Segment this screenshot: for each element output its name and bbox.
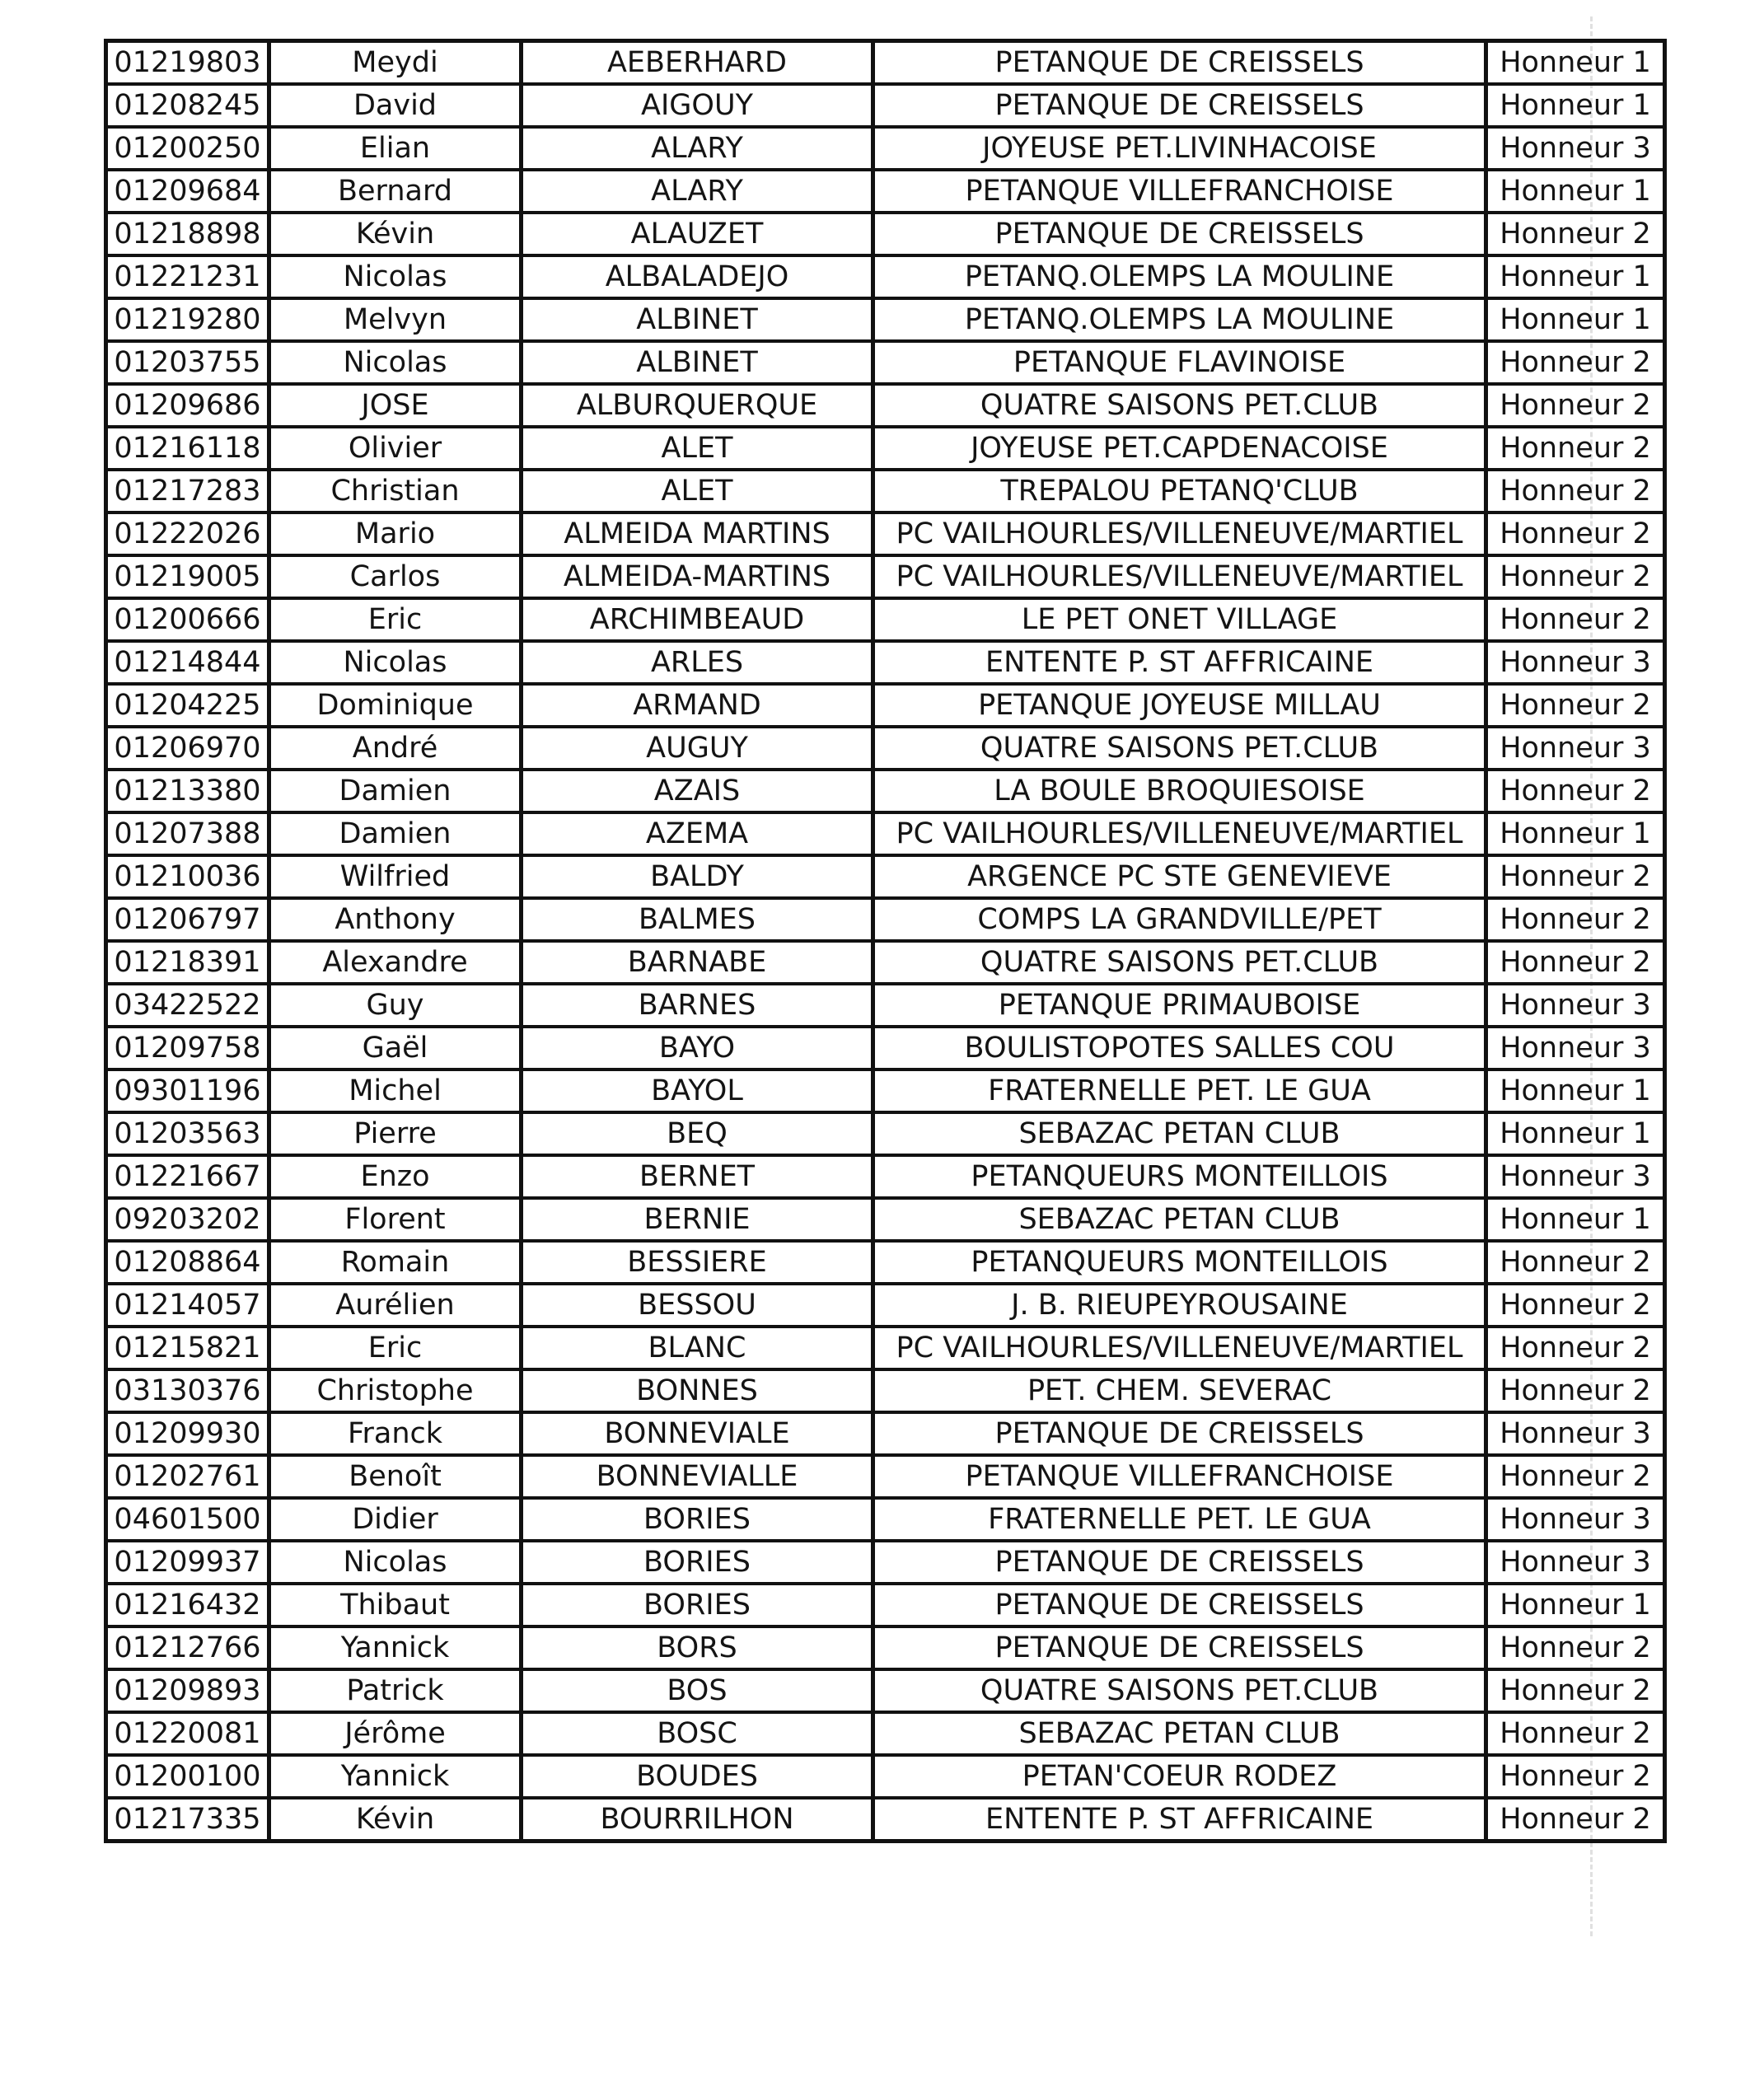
table-row	[106, 1027, 1665, 1069]
club-cell: PETAN'COEUR RODEZ	[873, 1755, 1486, 1798]
club-cell: PETANQUE PRIMAUBOISE	[873, 984, 1486, 1027]
table-row	[106, 641, 1665, 684]
table-row	[106, 1669, 1665, 1712]
licence-number-cell: 01209930	[106, 1412, 269, 1455]
licence-number-cell: 01210036	[106, 855, 269, 898]
division-cell: Honneur 3	[1486, 1027, 1665, 1069]
division-cell: Honneur 2	[1486, 341, 1665, 384]
first-name-cell: Aurélien	[269, 1284, 522, 1327]
club-cell: ENTENTE P. ST AFFRICAINE	[873, 641, 1486, 684]
table-row	[106, 341, 1665, 384]
licence-number-cell: 01209686	[106, 384, 269, 427]
table-row	[106, 770, 1665, 812]
first-name-cell: Nicolas	[269, 1541, 522, 1584]
licence-number-cell: 03422522	[106, 984, 269, 1027]
division-cell: Honneur 2	[1486, 555, 1665, 598]
table-row	[106, 1069, 1665, 1112]
first-name-cell: Benoît	[269, 1455, 522, 1498]
first-name-cell: Anthony	[269, 898, 522, 941]
first-name-cell: Jérôme	[269, 1712, 522, 1755]
last-name-cell: BOSC	[522, 1712, 873, 1755]
licence-number-cell: 01214844	[106, 641, 269, 684]
table-row	[106, 512, 1665, 555]
last-name-cell: BLANC	[522, 1327, 873, 1369]
last-name-cell: ARLES	[522, 641, 873, 684]
first-name-cell: Olivier	[269, 427, 522, 470]
first-name-cell: Bernard	[269, 170, 522, 213]
licence-number-cell: 01219280	[106, 298, 269, 341]
division-cell: Honneur 2	[1486, 1327, 1665, 1369]
table-row	[106, 1412, 1665, 1455]
licence-number-cell: 01214057	[106, 1284, 269, 1327]
table-row	[106, 255, 1665, 298]
licence-number-cell: 01222026	[106, 512, 269, 555]
table-row	[106, 427, 1665, 470]
division-cell: Honneur 2	[1486, 1241, 1665, 1284]
last-name-cell: ALBINET	[522, 298, 873, 341]
last-name-cell: AZAIS	[522, 770, 873, 812]
last-name-cell: BERNET	[522, 1155, 873, 1198]
table-row	[106, 1498, 1665, 1541]
licence-number-cell: 01203563	[106, 1112, 269, 1155]
table-row	[106, 1369, 1665, 1412]
division-cell: Honneur 2	[1486, 770, 1665, 812]
division-cell: Honneur 2	[1486, 427, 1665, 470]
division-cell: Honneur 2	[1486, 1798, 1665, 1842]
first-name-cell: Christian	[269, 470, 522, 512]
division-cell: Honneur 2	[1486, 941, 1665, 984]
last-name-cell: BOURRILHON	[522, 1798, 873, 1842]
first-name-cell: David	[269, 84, 522, 127]
last-name-cell: BESSIERE	[522, 1241, 873, 1284]
last-name-cell: AIGOUY	[522, 84, 873, 127]
first-name-cell: Nicolas	[269, 255, 522, 298]
last-name-cell: BAYO	[522, 1027, 873, 1069]
table-row	[106, 941, 1665, 984]
first-name-cell: Romain	[269, 1241, 522, 1284]
club-cell: COMPS LA GRANDVILLE/PET	[873, 898, 1486, 941]
first-name-cell: Nicolas	[269, 341, 522, 384]
club-cell: JOYEUSE PET.LIVINHACOISE	[873, 127, 1486, 170]
division-cell: Honneur 1	[1486, 170, 1665, 213]
first-name-cell: Meydi	[269, 41, 522, 85]
table-row	[106, 984, 1665, 1027]
division-cell: Honneur 2	[1486, 898, 1665, 941]
division-cell: Honneur 1	[1486, 1584, 1665, 1626]
licence-number-cell: 01221667	[106, 1155, 269, 1198]
last-name-cell: BORIES	[522, 1541, 873, 1584]
licence-number-cell: 01209937	[106, 1541, 269, 1584]
licence-number-cell: 01207388	[106, 812, 269, 855]
division-cell: Honneur 1	[1486, 1198, 1665, 1241]
last-name-cell: BOUDES	[522, 1755, 873, 1798]
first-name-cell: Franck	[269, 1412, 522, 1455]
licence-number-cell: 01219803	[106, 41, 269, 85]
club-cell: PETANQUE DE CREISSELS	[873, 1584, 1486, 1626]
first-name-cell: Alexandre	[269, 941, 522, 984]
first-name-cell: Christophe	[269, 1369, 522, 1412]
licence-number-cell: 01206797	[106, 898, 269, 941]
last-name-cell: BALMES	[522, 898, 873, 941]
licence-number-cell: 09301196	[106, 1069, 269, 1112]
division-cell: Honneur 3	[1486, 127, 1665, 170]
table-row	[106, 1284, 1665, 1327]
licence-number-cell: 09203202	[106, 1198, 269, 1241]
last-name-cell: BALDY	[522, 855, 873, 898]
first-name-cell: Dominique	[269, 684, 522, 727]
first-name-cell: Didier	[269, 1498, 522, 1541]
club-cell: PETANQUEURS MONTEILLOIS	[873, 1155, 1486, 1198]
table-row	[106, 1712, 1665, 1755]
division-cell: Honneur 1	[1486, 84, 1665, 127]
table-row	[106, 1541, 1665, 1584]
division-cell: Honneur 2	[1486, 213, 1665, 255]
club-cell: LA BOULE BROQUIESOISE	[873, 770, 1486, 812]
club-cell: PETANQUEURS MONTEILLOIS	[873, 1241, 1486, 1284]
table-row	[106, 1155, 1665, 1198]
last-name-cell: BONNES	[522, 1369, 873, 1412]
last-name-cell: BONNEVIALE	[522, 1412, 873, 1455]
club-cell: PETANQ.OLEMPS LA MOULINE	[873, 255, 1486, 298]
table-row	[106, 1198, 1665, 1241]
first-name-cell: Nicolas	[269, 641, 522, 684]
first-name-cell: JOSE	[269, 384, 522, 427]
club-cell: JOYEUSE PET.CAPDENACOISE	[873, 427, 1486, 470]
club-cell: QUATRE SAISONS PET.CLUB	[873, 384, 1486, 427]
division-cell: Honneur 2	[1486, 1626, 1665, 1669]
club-cell: PETANQUE VILLEFRANCHOISE	[873, 1455, 1486, 1498]
club-cell: TREPALOU PETANQ'CLUB	[873, 470, 1486, 512]
licence-number-cell: 01203755	[106, 341, 269, 384]
first-name-cell: Melvyn	[269, 298, 522, 341]
first-name-cell: Florent	[269, 1198, 522, 1241]
table-row	[106, 84, 1665, 127]
first-name-cell: Wilfried	[269, 855, 522, 898]
table-row	[106, 1798, 1665, 1842]
first-name-cell: Damien	[269, 770, 522, 812]
licence-number-cell: 01208864	[106, 1241, 269, 1284]
last-name-cell: ALBINET	[522, 341, 873, 384]
last-name-cell: ALMEIDA-MARTINS	[522, 555, 873, 598]
last-name-cell: ALARY	[522, 170, 873, 213]
club-cell: QUATRE SAISONS PET.CLUB	[873, 727, 1486, 770]
club-cell: PETANQUE JOYEUSE MILLAU	[873, 684, 1486, 727]
division-cell: Honneur 2	[1486, 855, 1665, 898]
licence-number-cell: 01217283	[106, 470, 269, 512]
table-row	[106, 213, 1665, 255]
club-cell: PETANQUE DE CREISSELS	[873, 41, 1486, 85]
last-name-cell: BORIES	[522, 1584, 873, 1626]
division-cell: Honneur 2	[1486, 1669, 1665, 1712]
first-name-cell: André	[269, 727, 522, 770]
last-name-cell: AUGUY	[522, 727, 873, 770]
table-row	[106, 898, 1665, 941]
licence-number-cell: 01220081	[106, 1712, 269, 1755]
division-cell: Honneur 2	[1486, 384, 1665, 427]
club-cell: PC VAILHOURLES/VILLENEUVE/MARTIEL	[873, 512, 1486, 555]
last-name-cell: ALET	[522, 470, 873, 512]
club-cell: PETANQUE VILLEFRANCHOISE	[873, 170, 1486, 213]
first-name-cell: Kévin	[269, 213, 522, 255]
first-name-cell: Elian	[269, 127, 522, 170]
division-cell: Honneur 3	[1486, 1155, 1665, 1198]
club-cell: PETANQUE DE CREISSELS	[873, 84, 1486, 127]
table-row	[106, 1755, 1665, 1798]
division-cell: Honneur 1	[1486, 298, 1665, 341]
club-cell: SEBAZAC PETAN CLUB	[873, 1198, 1486, 1241]
table-row	[106, 1626, 1665, 1669]
licence-number-cell: 01218391	[106, 941, 269, 984]
licence-number-cell: 01200100	[106, 1755, 269, 1798]
club-cell: PETANQUE DE CREISSELS	[873, 1626, 1486, 1669]
club-cell: FRATERNELLE PET. LE GUA	[873, 1069, 1486, 1112]
first-name-cell: Kévin	[269, 1798, 522, 1842]
first-name-cell: Guy	[269, 984, 522, 1027]
club-cell: PETANQUE DE CREISSELS	[873, 1412, 1486, 1455]
first-name-cell: Mario	[269, 512, 522, 555]
last-name-cell: BEQ	[522, 1112, 873, 1155]
licence-number-cell: 01215821	[106, 1327, 269, 1369]
division-cell: Honneur 1	[1486, 41, 1665, 85]
division-cell: Honneur 2	[1486, 512, 1665, 555]
last-name-cell: ALMEIDA MARTINS	[522, 512, 873, 555]
club-cell: BOULISTOPOTES SALLES COU	[873, 1027, 1486, 1069]
table-row	[106, 298, 1665, 341]
table-row	[106, 812, 1665, 855]
licence-number-cell: 01218898	[106, 213, 269, 255]
club-cell: QUATRE SAISONS PET.CLUB	[873, 1669, 1486, 1712]
table-row	[106, 727, 1665, 770]
club-cell: PETANQ.OLEMPS LA MOULINE	[873, 298, 1486, 341]
licence-number-cell: 03130376	[106, 1369, 269, 1412]
division-cell: Honneur 2	[1486, 1755, 1665, 1798]
table-row	[106, 855, 1665, 898]
club-cell: SEBAZAC PETAN CLUB	[873, 1712, 1486, 1755]
licence-number-cell: 01221231	[106, 255, 269, 298]
first-name-cell: Carlos	[269, 555, 522, 598]
licence-number-cell: 01217335	[106, 1798, 269, 1842]
division-cell: Honneur 3	[1486, 1498, 1665, 1541]
first-name-cell: Thibaut	[269, 1584, 522, 1626]
first-name-cell: Eric	[269, 598, 522, 641]
division-cell: Honneur 2	[1486, 470, 1665, 512]
table-row	[106, 1584, 1665, 1626]
first-name-cell: Yannick	[269, 1755, 522, 1798]
last-name-cell: BONNEVIALLE	[522, 1455, 873, 1498]
last-name-cell: BESSOU	[522, 1284, 873, 1327]
licence-number-cell: 01209758	[106, 1027, 269, 1069]
table-row	[106, 1112, 1665, 1155]
division-cell: Honneur 1	[1486, 255, 1665, 298]
table-row	[106, 41, 1665, 85]
licence-number-cell: 01216432	[106, 1584, 269, 1626]
last-name-cell: ALBURQUERQUE	[522, 384, 873, 427]
division-cell: Honneur 2	[1486, 1369, 1665, 1412]
division-cell: Honneur 3	[1486, 1412, 1665, 1455]
table-row	[106, 127, 1665, 170]
first-name-cell: Michel	[269, 1069, 522, 1112]
division-cell: Honneur 3	[1486, 1541, 1665, 1584]
first-name-cell: Patrick	[269, 1669, 522, 1712]
club-cell: PET. CHEM. SEVERAC	[873, 1369, 1486, 1412]
licence-number-cell: 01202761	[106, 1455, 269, 1498]
licence-number-cell: 01206970	[106, 727, 269, 770]
club-cell: SEBAZAC PETAN CLUB	[873, 1112, 1486, 1155]
club-cell: ENTENTE P. ST AFFRICAINE	[873, 1798, 1486, 1842]
club-cell: PC VAILHOURLES/VILLENEUVE/MARTIEL	[873, 812, 1486, 855]
club-cell: PETANQUE DE CREISSELS	[873, 1541, 1486, 1584]
division-cell: Honneur 3	[1486, 984, 1665, 1027]
table-row	[106, 1327, 1665, 1369]
first-name-cell: Yannick	[269, 1626, 522, 1669]
licence-number-cell: 01200666	[106, 598, 269, 641]
last-name-cell: ARMAND	[522, 684, 873, 727]
table-row	[106, 555, 1665, 598]
first-name-cell: Pierre	[269, 1112, 522, 1155]
division-cell: Honneur 3	[1486, 727, 1665, 770]
last-name-cell: BAYOL	[522, 1069, 873, 1112]
licence-number-cell: 01213380	[106, 770, 269, 812]
licence-number-cell: 01200250	[106, 127, 269, 170]
division-cell: Honneur 2	[1486, 1712, 1665, 1755]
table-row	[106, 1455, 1665, 1498]
last-name-cell: ALAUZET	[522, 213, 873, 255]
table-row	[106, 684, 1665, 727]
club-cell: LE PET ONET VILLAGE	[873, 598, 1486, 641]
club-cell: PC VAILHOURLES/VILLENEUVE/MARTIEL	[873, 1327, 1486, 1369]
division-cell: Honneur 2	[1486, 684, 1665, 727]
last-name-cell: BORIES	[522, 1498, 873, 1541]
licence-number-cell: 01212766	[106, 1626, 269, 1669]
last-name-cell: BARNABE	[522, 941, 873, 984]
club-cell: PETANQUE FLAVINOISE	[873, 341, 1486, 384]
last-name-cell: BORS	[522, 1626, 873, 1669]
table-row	[106, 470, 1665, 512]
division-cell: Honneur 3	[1486, 641, 1665, 684]
club-cell: PETANQUE DE CREISSELS	[873, 213, 1486, 255]
division-cell: Honneur 2	[1486, 1455, 1665, 1498]
table-row	[106, 384, 1665, 427]
last-name-cell: ALET	[522, 427, 873, 470]
table-row	[106, 170, 1665, 213]
player-table	[104, 39, 1667, 1843]
table-row	[106, 1241, 1665, 1284]
last-name-cell: ALARY	[522, 127, 873, 170]
last-name-cell: ALBALADEJO	[522, 255, 873, 298]
last-name-cell: BOS	[522, 1669, 873, 1712]
club-cell: J. B. RIEUPEYROUSAINE	[873, 1284, 1486, 1327]
last-name-cell: AZEMA	[522, 812, 873, 855]
first-name-cell: Damien	[269, 812, 522, 855]
division-cell: Honneur 1	[1486, 812, 1665, 855]
division-cell: Honneur 1	[1486, 1069, 1665, 1112]
club-cell: QUATRE SAISONS PET.CLUB	[873, 941, 1486, 984]
licence-number-cell: 01209684	[106, 170, 269, 213]
licence-number-cell: 01204225	[106, 684, 269, 727]
last-name-cell: ARCHIMBEAUD	[522, 598, 873, 641]
licence-number-cell: 01219005	[106, 555, 269, 598]
licence-number-cell: 04601500	[106, 1498, 269, 1541]
division-cell: Honneur 2	[1486, 598, 1665, 641]
player-table-body	[106, 41, 1665, 1842]
division-cell: Honneur 2	[1486, 1284, 1665, 1327]
first-name-cell: Enzo	[269, 1155, 522, 1198]
division-cell: Honneur 1	[1486, 1112, 1665, 1155]
club-cell: ARGENCE PC STE GENEVIEVE	[873, 855, 1486, 898]
licence-number-cell: 01216118	[106, 427, 269, 470]
club-cell: PC VAILHOURLES/VILLENEUVE/MARTIEL	[873, 555, 1486, 598]
licence-number-cell: 01208245	[106, 84, 269, 127]
licence-number-cell: 01209893	[106, 1669, 269, 1712]
last-name-cell: BARNES	[522, 984, 873, 1027]
club-cell: FRATERNELLE PET. LE GUA	[873, 1498, 1486, 1541]
last-name-cell: BERNIE	[522, 1198, 873, 1241]
first-name-cell: Gaël	[269, 1027, 522, 1069]
table-row	[106, 598, 1665, 641]
first-name-cell: Eric	[269, 1327, 522, 1369]
last-name-cell: AEBERHARD	[522, 41, 873, 85]
